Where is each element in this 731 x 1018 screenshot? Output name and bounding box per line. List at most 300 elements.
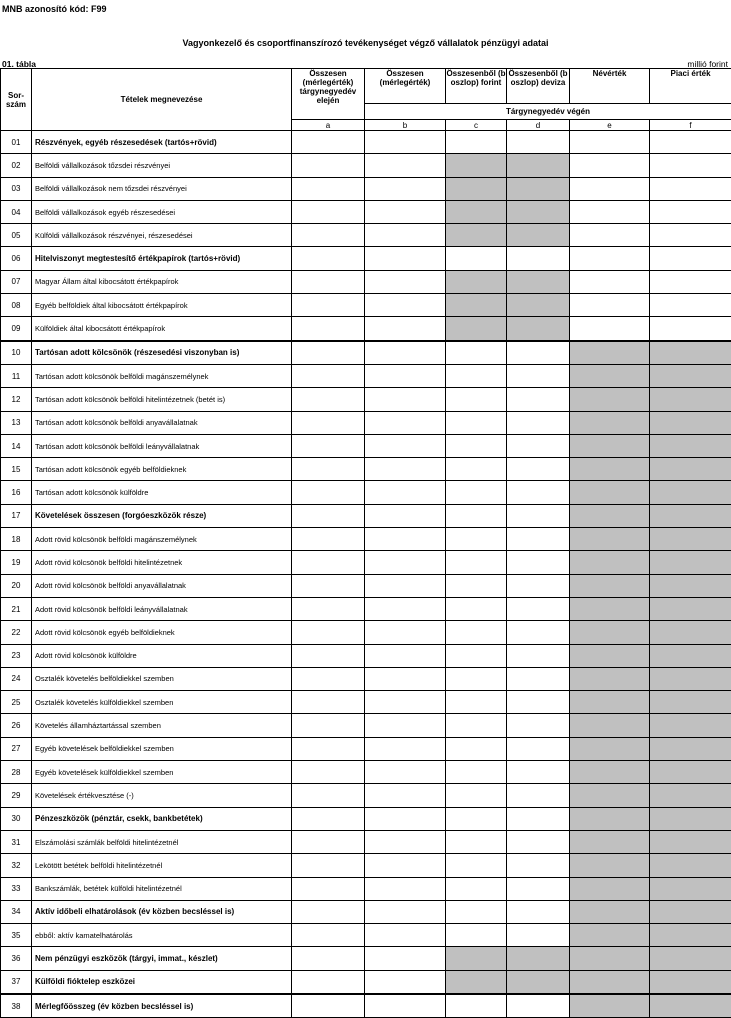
disabled-cell <box>650 994 731 1018</box>
row-number: 01 <box>1 131 32 154</box>
input-cell-f[interactable] <box>650 270 731 293</box>
disabled-cell <box>446 200 507 223</box>
row-label: Tartósan adott kölcsönök belföldi anyavállalatnak <box>32 411 292 434</box>
input-cell-b[interactable] <box>365 830 446 853</box>
input-cell-b[interactable] <box>365 411 446 434</box>
input-cell-e[interactable] <box>570 294 650 317</box>
disabled-cell <box>570 947 650 970</box>
input-cell-b[interactable] <box>365 574 446 597</box>
row-label: Magyar Állam által kibocsátott értékpapírok <box>32 270 292 293</box>
disabled-cell <box>650 947 731 970</box>
row-number: 20 <box>1 574 32 597</box>
table-row <box>1 994 731 1018</box>
input-cell-c[interactable] <box>446 621 507 644</box>
input-cell-a[interactable] <box>292 177 365 200</box>
table-row <box>1 737 731 760</box>
row-label: Adott rövid kölcsönök egyéb belföldieknek <box>32 621 292 644</box>
table-id: 01. tábla <box>2 59 36 69</box>
input-cell-d[interactable] <box>507 504 570 527</box>
disabled-cell <box>570 458 650 481</box>
col-letter: b <box>365 120 446 131</box>
input-cell-f[interactable] <box>650 131 731 154</box>
row-label: Bankszámlák, betétek külföldi hitelintézetnél <box>32 877 292 900</box>
row-label: Mérlegfőösszeg (év közben becsléssel is) <box>32 994 292 1018</box>
disabled-cell <box>570 481 650 504</box>
input-cell-f[interactable] <box>650 247 731 270</box>
row-number: 22 <box>1 621 32 644</box>
row-number: 36 <box>1 947 32 970</box>
input-cell-a[interactable] <box>292 924 365 947</box>
input-cell-a[interactable] <box>292 411 365 434</box>
input-cell-a[interactable] <box>292 994 365 1018</box>
table-row <box>1 294 731 317</box>
table-row <box>1 714 731 737</box>
table-row <box>1 761 731 784</box>
row-number: 11 <box>1 364 32 387</box>
input-cell-b[interactable] <box>365 177 446 200</box>
row-number: 23 <box>1 644 32 667</box>
disabled-cell <box>650 854 731 877</box>
row-number: 09 <box>1 317 32 341</box>
row-label: Lekötött betétek belföldi hitelintézetnél <box>32 854 292 877</box>
input-cell-d[interactable] <box>507 341 570 365</box>
input-cell-b[interactable] <box>365 551 446 574</box>
disabled-cell <box>446 970 507 994</box>
disabled-cell <box>650 364 731 387</box>
col-letter: a <box>292 120 365 131</box>
disabled-cell <box>446 177 507 200</box>
input-cell-c[interactable] <box>446 551 507 574</box>
input-cell-c[interactable] <box>446 341 507 365</box>
input-cell-b[interactable] <box>365 644 446 667</box>
input-cell-b[interactable] <box>365 270 446 293</box>
row-label: Követelések összesen (forgóeszközök része) <box>32 504 292 527</box>
table-row <box>1 597 731 620</box>
input-cell-b[interactable] <box>365 924 446 947</box>
disabled-cell <box>650 621 731 644</box>
table-row <box>1 481 731 504</box>
row-number: 33 <box>1 877 32 900</box>
input-cell-a[interactable] <box>292 528 365 551</box>
input-cell-e[interactable] <box>570 154 650 177</box>
disabled-cell <box>570 784 650 807</box>
input-cell-a[interactable] <box>292 247 365 270</box>
row-number: 17 <box>1 504 32 527</box>
input-cell-a[interactable] <box>292 737 365 760</box>
input-cell-b[interactable] <box>365 458 446 481</box>
input-cell-b[interactable] <box>365 994 446 1018</box>
input-cell-c[interactable] <box>446 784 507 807</box>
disabled-cell <box>570 434 650 457</box>
disabled-cell <box>570 807 650 830</box>
disabled-cell <box>650 761 731 784</box>
input-cell-a[interactable] <box>292 784 365 807</box>
input-cell-a[interactable] <box>292 154 365 177</box>
disabled-cell <box>570 900 650 923</box>
input-cell-a[interactable] <box>292 200 365 223</box>
disabled-cell <box>570 761 650 784</box>
disabled-cell <box>650 481 731 504</box>
disabled-cell <box>570 691 650 714</box>
row-label: Belföldi vállalkozások egyéb részesedései <box>32 200 292 223</box>
input-cell-b[interactable] <box>365 947 446 970</box>
input-cell-c[interactable] <box>446 411 507 434</box>
input-cell-c[interactable] <box>446 830 507 853</box>
disabled-cell <box>650 737 731 760</box>
input-cell-d[interactable] <box>507 388 570 411</box>
input-cell-a[interactable] <box>292 667 365 690</box>
input-cell-d[interactable] <box>507 364 570 387</box>
input-cell-a[interactable] <box>292 970 365 994</box>
input-cell-c[interactable] <box>446 481 507 504</box>
input-cell-d[interactable] <box>507 481 570 504</box>
input-cell-d[interactable] <box>507 411 570 434</box>
input-cell-e[interactable] <box>570 247 650 270</box>
disabled-cell <box>570 341 650 365</box>
input-cell-a[interactable] <box>292 597 365 620</box>
input-cell-b[interactable] <box>365 621 446 644</box>
input-cell-c[interactable] <box>446 528 507 551</box>
disabled-cell <box>650 691 731 714</box>
row-label: Osztalék követelés belföldiekkel szemben <box>32 667 292 690</box>
input-cell-c[interactable] <box>446 924 507 947</box>
input-cell-a[interactable] <box>292 458 365 481</box>
disabled-cell <box>507 177 570 200</box>
input-cell-a[interactable] <box>292 551 365 574</box>
input-cell-b[interactable] <box>365 341 446 365</box>
row-number: 12 <box>1 388 32 411</box>
input-cell-d[interactable] <box>507 667 570 690</box>
col-letter: d <box>507 120 570 131</box>
input-cell-e[interactable] <box>570 270 650 293</box>
input-cell-a[interactable] <box>292 131 365 154</box>
disabled-cell <box>650 551 731 574</box>
row-label: Elszámolási számlák belföldi hitelintézetnél <box>32 830 292 853</box>
input-cell-b[interactable] <box>365 737 446 760</box>
row-label: Egyéb belföldiek által kibocsátott értékpapírok <box>32 294 292 317</box>
row-label: Tartósan adott kölcsönök belföldi hitelintézetnek (betét is) <box>32 388 292 411</box>
row-label: Hitelviszonyt megtestesítő értékpapírok (tartós+rövid) <box>32 247 292 270</box>
col-header-c: Összesenből (b oszlop) forint <box>446 69 507 104</box>
input-cell-b[interactable] <box>365 970 446 994</box>
row-label: Nem pénzügyi eszközök (tárgyi, immat., készlet) <box>32 947 292 970</box>
input-cell-a[interactable] <box>292 388 365 411</box>
row-number: 03 <box>1 177 32 200</box>
disabled-cell <box>507 317 570 341</box>
input-cell-c[interactable] <box>446 364 507 387</box>
col-letter: f <box>650 120 731 131</box>
input-cell-b[interactable] <box>365 200 446 223</box>
input-cell-c[interactable] <box>446 854 507 877</box>
input-cell-a[interactable] <box>292 224 365 247</box>
row-number: 32 <box>1 854 32 877</box>
table-row <box>1 551 731 574</box>
table-row <box>1 247 731 270</box>
input-cell-d[interactable] <box>507 807 570 830</box>
row-number: 35 <box>1 924 32 947</box>
input-cell-e[interactable] <box>570 317 650 341</box>
input-cell-a[interactable] <box>292 644 365 667</box>
row-label: Követelés államháztartással szemben <box>32 714 292 737</box>
input-cell-c[interactable] <box>446 807 507 830</box>
disabled-cell <box>507 154 570 177</box>
input-cell-c[interactable] <box>446 761 507 784</box>
input-cell-c[interactable] <box>446 458 507 481</box>
row-label: Belföldi vállalkozások nem tőzsdei részvényei <box>32 177 292 200</box>
col-header-d: Összesenből (b oszlop) deviza <box>507 69 570 104</box>
input-cell-d[interactable] <box>507 784 570 807</box>
row-number: 30 <box>1 807 32 830</box>
col-header-f: Piaci érték <box>650 69 731 104</box>
row-label: Adott rövid kölcsönök belföldi hitelintézetnek <box>32 551 292 574</box>
disabled-cell <box>507 200 570 223</box>
input-cell-c[interactable] <box>446 597 507 620</box>
input-cell-a[interactable] <box>292 294 365 317</box>
input-cell-b[interactable] <box>365 597 446 620</box>
input-cell-a[interactable] <box>292 947 365 970</box>
input-cell-b[interactable] <box>365 807 446 830</box>
disabled-cell <box>650 434 731 457</box>
input-cell-b[interactable] <box>365 528 446 551</box>
input-cell-a[interactable] <box>292 481 365 504</box>
disabled-cell <box>570 528 650 551</box>
input-cell-b[interactable] <box>365 854 446 877</box>
input-cell-d[interactable] <box>507 900 570 923</box>
table-row <box>1 854 731 877</box>
disabled-cell <box>446 294 507 317</box>
row-label: Egyéb követelések belföldiekkel szemben <box>32 737 292 760</box>
input-cell-b[interactable] <box>365 224 446 247</box>
input-cell-d[interactable] <box>507 621 570 644</box>
row-number: 14 <box>1 434 32 457</box>
row-number: 29 <box>1 784 32 807</box>
input-cell-b[interactable] <box>365 317 446 341</box>
input-cell-a[interactable] <box>292 900 365 923</box>
row-number: 02 <box>1 154 32 177</box>
input-cell-d[interactable] <box>507 131 570 154</box>
input-cell-f[interactable] <box>650 317 731 341</box>
row-number: 24 <box>1 667 32 690</box>
input-cell-b[interactable] <box>365 154 446 177</box>
input-cell-d[interactable] <box>507 854 570 877</box>
table-row <box>1 224 731 247</box>
input-cell-b[interactable] <box>365 691 446 714</box>
row-number: 27 <box>1 737 32 760</box>
table-row <box>1 830 731 853</box>
input-cell-c[interactable] <box>446 900 507 923</box>
input-cell-d[interactable] <box>507 434 570 457</box>
table-row <box>1 528 731 551</box>
row-number: 04 <box>1 200 32 223</box>
input-cell-a[interactable] <box>292 877 365 900</box>
table-row <box>1 807 731 830</box>
input-cell-a[interactable] <box>292 807 365 830</box>
input-cell-b[interactable] <box>365 900 446 923</box>
input-cell-b[interactable] <box>365 131 446 154</box>
input-cell-c[interactable] <box>446 434 507 457</box>
table-row <box>1 691 731 714</box>
disabled-cell <box>570 411 650 434</box>
disabled-cell <box>446 317 507 341</box>
input-cell-b[interactable] <box>365 761 446 784</box>
disabled-cell <box>650 411 731 434</box>
input-cell-b[interactable] <box>365 247 446 270</box>
input-cell-d[interactable] <box>507 528 570 551</box>
row-label: Tartósan adott kölcsönök egyéb belföldieknek <box>32 458 292 481</box>
col-header-a: Összesen (mérlegérték) tárgynegyedév elején <box>292 69 365 120</box>
input-cell-a[interactable] <box>292 574 365 597</box>
disabled-cell <box>570 551 650 574</box>
row-label: ebből: aktív kamatelhatárolás <box>32 924 292 947</box>
input-cell-d[interactable] <box>507 458 570 481</box>
row-label: Aktív időbeli elhatárolások (év közben becsléssel is) <box>32 900 292 923</box>
row-number: 34 <box>1 900 32 923</box>
input-cell-a[interactable] <box>292 504 365 527</box>
input-cell-d[interactable] <box>507 691 570 714</box>
input-cell-c[interactable] <box>446 667 507 690</box>
table-row <box>1 877 731 900</box>
disabled-cell <box>650 667 731 690</box>
disabled-cell <box>446 224 507 247</box>
disabled-cell <box>446 270 507 293</box>
input-cell-c[interactable] <box>446 388 507 411</box>
input-cell-d[interactable] <box>507 830 570 853</box>
input-cell-c[interactable] <box>446 574 507 597</box>
input-cell-b[interactable] <box>365 481 446 504</box>
input-cell-b[interactable] <box>365 388 446 411</box>
row-label: Adott rövid kölcsönök belföldi anyavállalatnak <box>32 574 292 597</box>
input-cell-d[interactable] <box>507 924 570 947</box>
disabled-cell <box>570 388 650 411</box>
table-row <box>1 411 731 434</box>
input-cell-a[interactable] <box>292 341 365 365</box>
input-cell-a[interactable] <box>292 434 365 457</box>
data-table <box>0 68 731 1018</box>
input-cell-b[interactable] <box>365 504 446 527</box>
col-header-name: Tételek megnevezése <box>32 69 292 131</box>
input-cell-d[interactable] <box>507 247 570 270</box>
input-cell-a[interactable] <box>292 761 365 784</box>
input-cell-d[interactable] <box>507 644 570 667</box>
disabled-cell <box>570 364 650 387</box>
row-number: 10 <box>1 341 32 365</box>
col-header-e: Névérték <box>570 69 650 104</box>
input-cell-c[interactable] <box>446 644 507 667</box>
table-row <box>1 270 731 293</box>
table-row <box>1 947 731 970</box>
input-cell-c[interactable] <box>446 877 507 900</box>
input-cell-d[interactable] <box>507 574 570 597</box>
input-cell-f[interactable] <box>650 224 731 247</box>
input-cell-e[interactable] <box>570 177 650 200</box>
disabled-cell <box>650 644 731 667</box>
input-cell-e[interactable] <box>570 224 650 247</box>
table-row <box>1 388 731 411</box>
input-cell-a[interactable] <box>292 364 365 387</box>
input-cell-e[interactable] <box>570 131 650 154</box>
row-number: 15 <box>1 458 32 481</box>
input-cell-f[interactable] <box>650 154 731 177</box>
input-cell-a[interactable] <box>292 317 365 341</box>
input-cell-d[interactable] <box>507 877 570 900</box>
disabled-cell <box>650 528 731 551</box>
input-cell-d[interactable] <box>507 597 570 620</box>
row-label: Követelések értékvesztése (-) <box>32 784 292 807</box>
input-cell-b[interactable] <box>365 364 446 387</box>
row-number: 37 <box>1 970 32 994</box>
input-cell-a[interactable] <box>292 854 365 877</box>
disabled-cell <box>650 597 731 620</box>
input-cell-a[interactable] <box>292 691 365 714</box>
input-cell-b[interactable] <box>365 294 446 317</box>
row-number: 19 <box>1 551 32 574</box>
input-cell-b[interactable] <box>365 877 446 900</box>
input-cell-b[interactable] <box>365 667 446 690</box>
input-cell-c[interactable] <box>446 737 507 760</box>
disabled-cell <box>650 458 731 481</box>
input-cell-b[interactable] <box>365 434 446 457</box>
disabled-cell <box>650 574 731 597</box>
input-cell-f[interactable] <box>650 200 731 223</box>
input-cell-d[interactable] <box>507 714 570 737</box>
input-cell-e[interactable] <box>570 200 650 223</box>
input-cell-b[interactable] <box>365 784 446 807</box>
disabled-cell <box>570 644 650 667</box>
input-cell-c[interactable] <box>446 691 507 714</box>
input-cell-b[interactable] <box>365 714 446 737</box>
disabled-cell <box>570 621 650 644</box>
input-cell-c[interactable] <box>446 714 507 737</box>
table-row <box>1 667 731 690</box>
input-cell-d[interactable] <box>507 761 570 784</box>
disabled-cell <box>570 877 650 900</box>
row-number: 21 <box>1 597 32 620</box>
input-cell-f[interactable] <box>650 294 731 317</box>
row-label: Külföldi vállalkozások részvényei, részesedései <box>32 224 292 247</box>
col-header-period-end: Tárgynegyedév végén <box>365 104 731 120</box>
input-cell-f[interactable] <box>650 177 731 200</box>
disabled-cell <box>650 830 731 853</box>
row-label: Adott rövid kölcsönök belföldi leányvállalatnak <box>32 597 292 620</box>
row-number: 05 <box>1 224 32 247</box>
input-cell-d[interactable] <box>507 737 570 760</box>
disabled-cell <box>507 970 570 994</box>
input-cell-a[interactable] <box>292 270 365 293</box>
row-label: Osztalék követelés külföldiekkel szemben <box>32 691 292 714</box>
input-cell-d[interactable] <box>507 551 570 574</box>
disabled-cell <box>507 224 570 247</box>
disabled-cell <box>570 714 650 737</box>
disabled-cell <box>570 994 650 1018</box>
row-label: Egyéb követelések külföldiekkel szemben <box>32 761 292 784</box>
input-cell-c[interactable] <box>446 131 507 154</box>
col-header-sorszam: Sor-szám <box>1 69 32 131</box>
input-cell-d[interactable] <box>507 994 570 1018</box>
input-cell-a[interactable] <box>292 830 365 853</box>
disabled-cell <box>650 877 731 900</box>
input-cell-a[interactable] <box>292 714 365 737</box>
disabled-cell <box>650 504 731 527</box>
disabled-cell <box>507 270 570 293</box>
table-row <box>1 621 731 644</box>
input-cell-c[interactable] <box>446 504 507 527</box>
input-cell-a[interactable] <box>292 621 365 644</box>
input-cell-c[interactable] <box>446 994 507 1018</box>
disabled-cell <box>570 597 650 620</box>
table-row <box>1 177 731 200</box>
input-cell-c[interactable] <box>446 247 507 270</box>
row-label: Külföldi fióktelep eszközei <box>32 970 292 994</box>
